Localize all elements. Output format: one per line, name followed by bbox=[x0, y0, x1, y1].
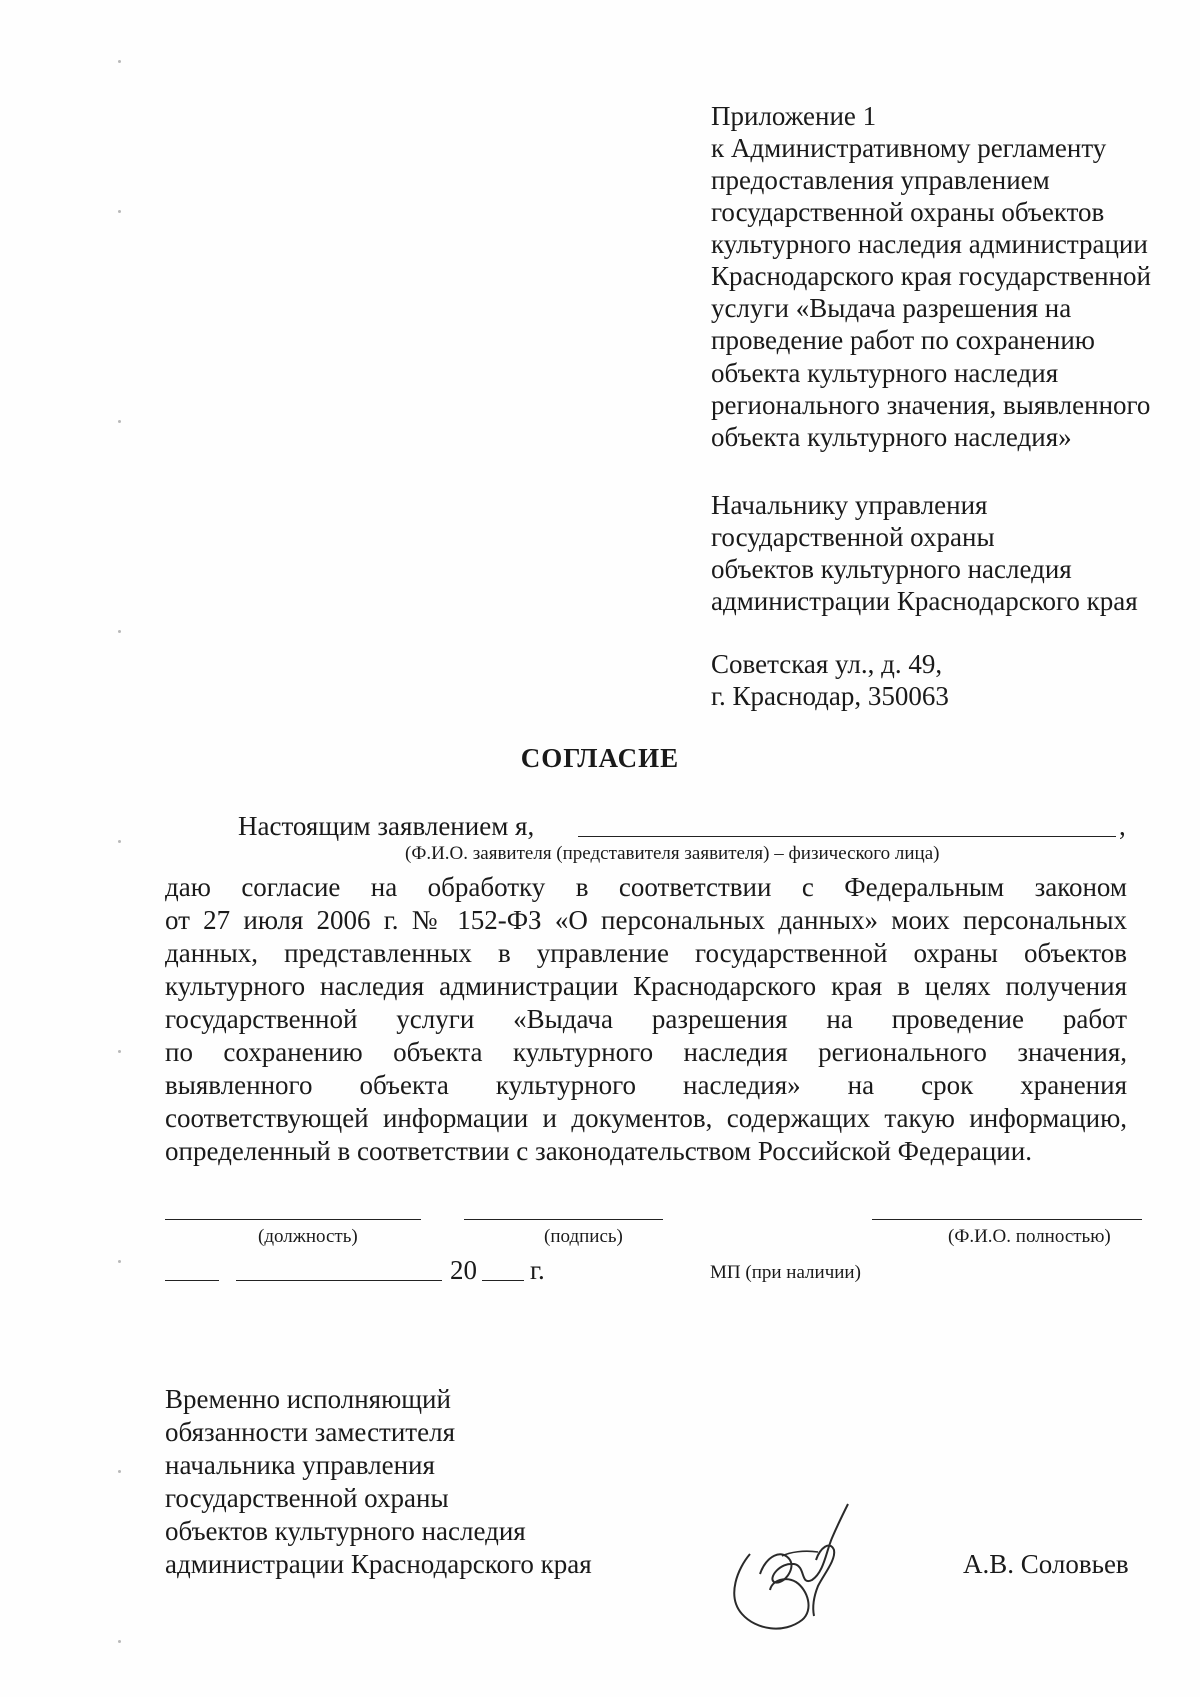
address-line: Советская ул., д. 49, bbox=[711, 649, 943, 679]
signer-title-line: объектов культурного наследия bbox=[165, 1516, 526, 1546]
addressee-line: государственной охраны bbox=[711, 522, 995, 552]
appendix-line: культурного наследия администрации bbox=[711, 229, 1148, 259]
applicant-name-field-line bbox=[578, 836, 1116, 837]
day-field-line bbox=[165, 1280, 219, 1281]
statement-line: по сохранению объекта культурного наследия регионального значения, bbox=[165, 1037, 1127, 1067]
scan-speckle bbox=[118, 630, 121, 633]
signer-title-line: Временно исполняющий bbox=[165, 1384, 451, 1414]
appendix-line: к Административному регламенту bbox=[711, 133, 1107, 163]
fullname-caption: (Ф.И.О. полностью) bbox=[948, 1226, 1111, 1247]
statement-line-last: определенный в соответствии с законодательством Российской Федерации. bbox=[165, 1136, 1032, 1166]
statement-line: выявленного объекта культурного наследия» на срок хранения bbox=[165, 1070, 1127, 1100]
addressee-line: администрации Краснодарского края bbox=[711, 586, 1138, 616]
statement-lead: Настоящим заявлением я, bbox=[238, 811, 535, 841]
position-caption: (должность) bbox=[258, 1226, 358, 1247]
document-title: СОГЛАСИЕ bbox=[520, 743, 680, 773]
statement-comma: , bbox=[1119, 811, 1126, 841]
appendix-line: регионального значения, выявленного bbox=[711, 390, 1151, 420]
appendix-line: Приложение 1 bbox=[711, 101, 877, 131]
scan-speckle bbox=[118, 1640, 121, 1643]
applicant-name-caption: (Ф.И.О. заявителя (представителя заявителя) – физического лица) bbox=[405, 843, 940, 864]
appendix-line: объекта культурного наследия» bbox=[711, 422, 1072, 452]
scan-speckle bbox=[118, 1260, 121, 1263]
addressee-line: объектов культурного наследия bbox=[711, 554, 1072, 584]
appendix-line: предоставления управлением bbox=[711, 165, 1050, 195]
scan-speckle bbox=[118, 60, 121, 63]
appendix-line: услуги «Выдача разрешения на bbox=[711, 293, 1072, 323]
year-prefix: 20 bbox=[450, 1255, 477, 1285]
scan-speckle bbox=[118, 1050, 121, 1053]
signer-name: А.В. Соловьев bbox=[963, 1549, 1129, 1579]
month-field-line bbox=[236, 1280, 442, 1281]
appendix-line: государственной охраны объектов bbox=[711, 197, 1105, 227]
statement-line: данных, представленных в управление государственной охраны объектов bbox=[165, 938, 1127, 968]
year-field-line bbox=[482, 1280, 524, 1281]
fullname-field-line bbox=[872, 1219, 1142, 1220]
signature-field-line bbox=[464, 1219, 663, 1220]
addressee-line: Начальнику управления bbox=[711, 490, 988, 520]
appendix-line: объекта культурного наследия bbox=[711, 358, 1059, 388]
statement-line: государственной услуги «Выдача разрешения на проведение работ bbox=[165, 1004, 1127, 1034]
scan-speckle bbox=[118, 1470, 121, 1473]
statement-line: соответствующей информации и документов, содержащих такую информацию, bbox=[165, 1103, 1127, 1133]
appendix-line: проведение работ по сохранению bbox=[711, 325, 1095, 355]
scan-speckle bbox=[118, 210, 121, 213]
address-line: г. Краснодар, 350063 bbox=[711, 681, 949, 711]
stamp-caption: МП (при наличии) bbox=[710, 1262, 861, 1283]
scan-speckle bbox=[118, 420, 121, 423]
handwritten-signature-icon bbox=[720, 1490, 870, 1640]
signer-title-line: обязанности заместителя bbox=[165, 1417, 455, 1447]
year-suffix: г. bbox=[530, 1255, 545, 1285]
signer-title-line: администрации Краснодарского края bbox=[165, 1549, 592, 1579]
statement-line: от 27 июля 2006 г. № 152-ФЗ «О персональных данных» моих персональных bbox=[165, 905, 1127, 935]
statement-line: даю согласие на обработку в соответствии с Федеральным законом bbox=[165, 872, 1127, 902]
scan-speckle bbox=[118, 840, 121, 843]
signer-title-line: начальника управления bbox=[165, 1450, 435, 1480]
signer-title-line: государственной охраны bbox=[165, 1483, 449, 1513]
appendix-line: Краснодарского края государственной bbox=[711, 261, 1151, 291]
position-field-line bbox=[165, 1219, 421, 1220]
signature-caption: (подпись) bbox=[544, 1226, 623, 1247]
statement-line: культурного наследия администрации Краснодарского края в целях получения bbox=[165, 971, 1127, 1001]
